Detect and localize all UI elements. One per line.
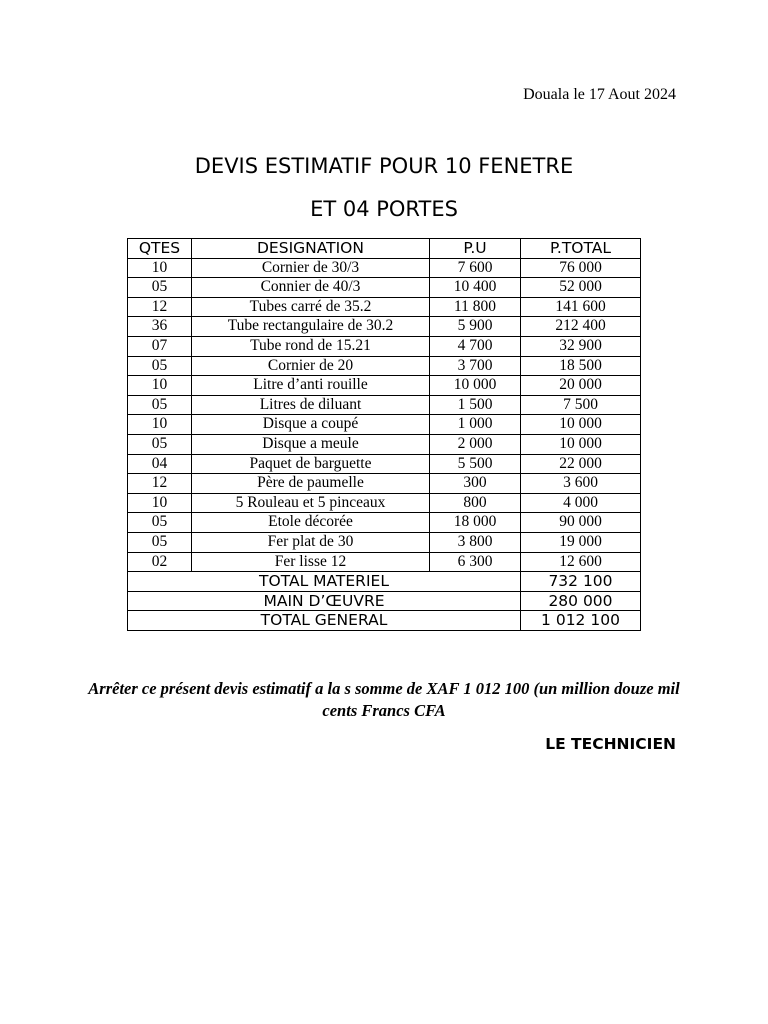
- cell-qtes: 05: [128, 395, 192, 415]
- cell-qtes: 02: [128, 552, 192, 572]
- cell-qtes: 04: [128, 454, 192, 474]
- table-summary: [128, 572, 641, 631]
- summary-label: TOTAL MATERIEL: [128, 572, 521, 592]
- table-row: [128, 317, 641, 337]
- cell-designation: Tube rectangulaire de 30.2: [192, 317, 430, 337]
- cell-unit-price: 1 000: [430, 415, 521, 435]
- cell-qtes: 10: [128, 493, 192, 513]
- cell-unit-price: 2 000: [430, 434, 521, 454]
- cell-qtes: 12: [128, 297, 192, 317]
- cell-total-price: 12 600: [521, 552, 641, 572]
- summary-value: 1 012 100: [521, 611, 641, 631]
- table-header-row: [128, 239, 641, 259]
- document-title-line-2: ET 04 PORTES: [310, 197, 458, 221]
- summary-label: TOTAL GENERAL: [128, 611, 521, 631]
- cell-unit-price: 10 000: [430, 376, 521, 396]
- cell-total-price: 141 600: [521, 297, 641, 317]
- summary-row: [128, 611, 641, 631]
- table-row: [128, 258, 641, 278]
- table-row: [128, 552, 641, 572]
- table-row: [128, 356, 641, 376]
- cell-total-price: 3 600: [521, 474, 641, 494]
- table-row: [128, 376, 641, 396]
- cell-designation: Tube rond de 15.21: [192, 336, 430, 356]
- cell-qtes: 10: [128, 258, 192, 278]
- cell-designation: Connier de 40/3: [192, 278, 430, 298]
- cell-designation: Etole décorée: [192, 513, 430, 533]
- cell-unit-price: 1 500: [430, 395, 521, 415]
- summary-row: [128, 591, 641, 611]
- cell-qtes: 05: [128, 278, 192, 298]
- cell-designation: Paquet de barguette: [192, 454, 430, 474]
- cell-total-price: 212 400: [521, 317, 641, 337]
- cell-total-price: 20 000: [521, 376, 641, 396]
- cell-qtes: 05: [128, 532, 192, 552]
- cell-unit-price: 5 500: [430, 454, 521, 474]
- document-date: Douala le 17 Aout 2024: [523, 86, 676, 103]
- table-row: [128, 395, 641, 415]
- cell-unit-price: 11 800: [430, 297, 521, 317]
- cell-total-price: 7 500: [521, 395, 641, 415]
- cell-unit-price: 18 000: [430, 513, 521, 533]
- cell-total-price: 76 000: [521, 258, 641, 278]
- summary-value: 732 100: [521, 572, 641, 592]
- cell-total-price: 22 000: [521, 454, 641, 474]
- cell-unit-price: 3 800: [430, 532, 521, 552]
- cell-designation: Disque a coupé: [192, 415, 430, 435]
- table-row: [128, 454, 641, 474]
- header-qtes: QTES: [128, 239, 192, 259]
- table-row: [128, 513, 641, 533]
- cell-designation: Cornier de 30/3: [192, 258, 430, 278]
- cell-unit-price: 800: [430, 493, 521, 513]
- conclusion-text: Arrêter ce présent devis estimatif a la s somme de XAF 1 012 100 (un million douze mil cents Francs CFA: [88, 679, 680, 720]
- header-unit-price: P.U: [430, 239, 521, 259]
- table-row: [128, 415, 641, 435]
- cell-designation: Litres de diluant: [192, 395, 430, 415]
- summary-row: [128, 572, 641, 592]
- cell-unit-price: 7 600: [430, 258, 521, 278]
- cell-designation: 5 Rouleau et 5 pinceaux: [192, 493, 430, 513]
- document-title-line-1: DEVIS ESTIMATIF POUR 10 FENETRE: [194, 154, 574, 178]
- cell-qtes: 05: [128, 513, 192, 533]
- table-row: [128, 336, 641, 356]
- cell-total-price: 10 000: [521, 434, 641, 454]
- cell-qtes: 10: [128, 415, 192, 435]
- cell-designation: Fer plat de 30: [192, 532, 430, 552]
- cell-total-price: 19 000: [521, 532, 641, 552]
- signature-label: LE TECHNICIEN: [545, 735, 676, 753]
- quote-table: [127, 238, 641, 631]
- cell-designation: Litre d’anti rouille: [192, 376, 430, 396]
- table-row: [128, 532, 641, 552]
- table-row: [128, 278, 641, 298]
- cell-unit-price: 3 700: [430, 356, 521, 376]
- cell-qtes: 36: [128, 317, 192, 337]
- cell-total-price: 32 900: [521, 336, 641, 356]
- cell-unit-price: 300: [430, 474, 521, 494]
- cell-unit-price: 5 900: [430, 317, 521, 337]
- cell-qtes: 07: [128, 336, 192, 356]
- summary-value: 280 000: [521, 591, 641, 611]
- cell-qtes: 10: [128, 376, 192, 396]
- cell-qtes: 12: [128, 474, 192, 494]
- cell-qtes: 05: [128, 434, 192, 454]
- cell-designation: Tubes carré de 35.2: [192, 297, 430, 317]
- summary-label: MAIN D’ŒUVRE: [128, 591, 521, 611]
- cell-qtes: 05: [128, 356, 192, 376]
- cell-total-price: 10 000: [521, 415, 641, 435]
- table-body: [128, 258, 641, 572]
- cell-total-price: 18 500: [521, 356, 641, 376]
- cell-total-price: 52 000: [521, 278, 641, 298]
- table-row: [128, 297, 641, 317]
- cell-designation: Disque a meule: [192, 434, 430, 454]
- table-row: [128, 493, 641, 513]
- cell-designation: Fer lisse 12: [192, 552, 430, 572]
- header-total-price: P.TOTAL: [521, 239, 641, 259]
- cell-total-price: 4 000: [521, 493, 641, 513]
- cell-unit-price: 10 400: [430, 278, 521, 298]
- table-row: [128, 474, 641, 494]
- cell-designation: Cornier de 20: [192, 356, 430, 376]
- cell-total-price: 90 000: [521, 513, 641, 533]
- cell-designation: Père de paumelle: [192, 474, 430, 494]
- cell-unit-price: 6 300: [430, 552, 521, 572]
- table-row: [128, 434, 641, 454]
- header-designation: DESIGNATION: [192, 239, 430, 259]
- cell-unit-price: 4 700: [430, 336, 521, 356]
